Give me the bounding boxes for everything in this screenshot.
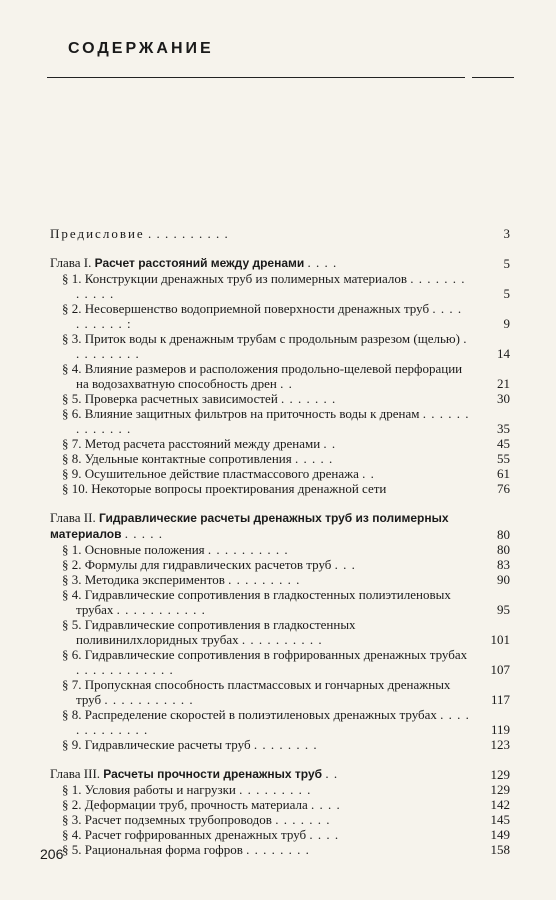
section-entry xyxy=(50,542,510,557)
chapter-entry xyxy=(50,255,510,271)
entry-title: § 8. Удельные контактные сопротивления xyxy=(62,451,292,466)
entry-title: § 9. Осушительное действие пластмассового дренажа xyxy=(62,466,359,481)
section-entry xyxy=(50,361,510,391)
leader-dots: . . . . . . . . xyxy=(246,842,310,857)
entry-title: § 9. Гидравлические расчеты труб xyxy=(62,737,251,752)
leader-dots: . . . . xyxy=(309,827,340,842)
entry-title: § 2. Формулы для гидравлических расчетов труб xyxy=(62,557,332,572)
leader-dots: . . . . . . . . . . . . xyxy=(76,271,466,301)
section-entry xyxy=(50,466,510,481)
page-ref: 158 xyxy=(490,842,510,857)
section-entry xyxy=(50,812,510,827)
page-ref: 3 xyxy=(503,226,510,241)
page-ref: 80 xyxy=(497,527,510,542)
chapter-entry xyxy=(50,510,510,542)
section-entry xyxy=(50,647,510,677)
leader-dots: . . . . . . . . . . . xyxy=(104,692,194,707)
preface-entry xyxy=(50,226,510,241)
header-rule-short xyxy=(472,77,514,78)
entry-title: § 3. Расчет подземных трубопроводов xyxy=(62,812,272,827)
leader-dots: . . . . . . . xyxy=(281,391,337,406)
entry-title: § 10. Некоторые вопросы проектирования дренажной сети xyxy=(62,481,387,496)
section-entry xyxy=(50,557,510,572)
section-entry xyxy=(50,301,510,331)
entry-title: § 6. Влияние защитных фильтров на приточность воды к дренам xyxy=(62,406,420,421)
leader-dots: . . . . . xyxy=(294,451,334,466)
section-entry xyxy=(50,587,510,617)
page-ref: 55 xyxy=(497,451,510,466)
page-ref: 90 xyxy=(497,572,510,587)
entry-title: § 1. Конструкции дренажных труб из полимерных материалов xyxy=(62,271,408,286)
section-entry xyxy=(50,617,510,647)
page-ref: 123 xyxy=(490,737,510,752)
chapter-prefix: Глава III. xyxy=(50,766,101,781)
leader-dots: . . . . . . . . . . . . . xyxy=(76,406,470,436)
leader-dots: . . . . . . . . xyxy=(253,737,318,752)
page-ref: 21 xyxy=(497,376,510,391)
header-rule xyxy=(47,77,465,78)
section-entry xyxy=(50,451,510,466)
page-ref: 83 xyxy=(497,557,510,572)
section-entry xyxy=(50,481,510,496)
chapter-prefix: Глава I. xyxy=(50,255,92,270)
section-entry xyxy=(50,391,510,406)
page-ref: 35 xyxy=(497,421,510,436)
page-ref: 9 xyxy=(503,316,510,331)
entry-title: § 2. Несовершенство водоприемной поверхности дренажных труб xyxy=(62,301,430,316)
page-ref: 95 xyxy=(497,602,510,617)
entry-title: § 7. Пропускная способность пластмассовых и гончарных дренажных труб xyxy=(62,677,451,707)
leader-dots: . . . . xyxy=(311,797,341,812)
section-entry xyxy=(50,677,510,707)
entry-title: § 6. Гидравлические сопротивления в гофрированных дренажных трубах xyxy=(62,647,468,662)
page-ref: 129 xyxy=(490,782,510,797)
leader-dots: . . xyxy=(323,436,337,451)
page-ref: 117 xyxy=(490,692,510,707)
leader-dots: . . . . . . . . . xyxy=(239,782,312,797)
page-ref: 145 xyxy=(490,812,510,827)
section-entry xyxy=(50,406,510,436)
entry-title: § 4. Гидравлические сопротивления в гладкостенных полиэтиленовых трубах xyxy=(62,587,451,617)
page-ref: 5 xyxy=(503,286,510,301)
entry-title: § 4. Расчет гофрированных дренажных труб xyxy=(62,827,307,842)
section-entry xyxy=(50,331,510,361)
leader-dots: . . . . . . . . . . xyxy=(207,542,289,557)
page-ref: 149 xyxy=(490,827,510,842)
section-entry xyxy=(50,271,510,301)
leader-dots: . . . . . . . . . . . . . xyxy=(76,707,470,737)
entry-title: § 5. Проверка расчетных зависимостей xyxy=(62,391,278,406)
page-ref: 101 xyxy=(490,632,510,647)
entry-title: Предисловие xyxy=(50,226,145,241)
page-ref: 45 xyxy=(497,436,510,451)
leader-dots: . . . . . . . . . . : xyxy=(76,301,463,331)
leader-dots: . . . xyxy=(334,557,356,572)
chapter-prefix: Глава II. xyxy=(50,510,96,525)
entry-title: § 5. Рациональная форма гофров xyxy=(62,842,243,857)
page-ref: 119 xyxy=(490,722,510,737)
leader-dots: . . . . . . . . . . . xyxy=(116,602,206,617)
page-ref: 14 xyxy=(497,346,510,361)
leader-dots: . . . . . . . . . . xyxy=(241,632,323,647)
leader-dots: . . . . . . . . . xyxy=(76,331,468,361)
page-ref: 61 xyxy=(497,466,510,481)
section-entry xyxy=(50,737,510,752)
section-entry xyxy=(50,436,510,451)
chapter-title: Расчеты прочности дренажных труб xyxy=(103,767,323,781)
table-of-contents xyxy=(50,226,510,857)
entry-title: § 7. Метод расчета расстояний между дренами xyxy=(62,436,321,451)
chapter-title: Гидравлические расчеты дренажных труб из полимерных материалов xyxy=(50,511,449,541)
leader-dots: . . . . xyxy=(307,255,338,270)
page-ref: 76 xyxy=(497,481,510,496)
leader-dots: . . . . . xyxy=(124,526,163,541)
leader-dots: . . . . . . . . . . xyxy=(147,226,229,241)
page-ref: 142 xyxy=(490,797,510,812)
chapter-entry xyxy=(50,766,510,782)
section-entry xyxy=(50,707,510,737)
entry-title: § 8. Распределение скоростей в полиэтиленовых дренажных трубах xyxy=(62,707,437,722)
section-entry xyxy=(50,827,510,842)
page-ref: 107 xyxy=(490,662,510,677)
section-entry xyxy=(50,797,510,812)
page-ref: 5 xyxy=(503,256,510,271)
page-ref: 80 xyxy=(497,542,510,557)
entry-title: § 1. Основные положения xyxy=(62,542,205,557)
leader-dots: . . . . . . . xyxy=(275,812,331,827)
entry-title: § 3. Приток воды к дренажным трубам с продольным разрезом (щелью) xyxy=(62,331,460,346)
section-entry xyxy=(50,572,510,587)
leader-dots: . . xyxy=(280,376,293,391)
page-title: СОДЕРЖАНИЕ xyxy=(68,40,214,57)
entry-title: § 4. Влияние размеров и расположения продольно-щелевой перфорации на водозахватную способность дрен xyxy=(62,361,463,391)
page-ref: 30 xyxy=(497,391,510,406)
entry-title: § 5. Гидравлические сопротивления в гладкостенных поливинилхлоридных трубах xyxy=(62,617,356,647)
entry-title: § 3. Методика экспериментов xyxy=(62,572,225,587)
page-ref: 129 xyxy=(490,767,510,782)
leader-dots: . . . . . . . . . xyxy=(228,572,301,587)
section-entry xyxy=(50,782,510,797)
page-number: 206 xyxy=(40,846,64,862)
leader-dots: . . xyxy=(362,466,375,481)
leader-dots: . . xyxy=(325,766,339,781)
section-entry xyxy=(50,842,510,857)
chapter-title: Расчет расстояний между дренами xyxy=(94,256,305,270)
entry-title: § 2. Деформации труб, прочность материала xyxy=(62,797,308,812)
entry-title: § 1. Условия работы и нагрузки xyxy=(62,782,236,797)
leader-dots: . . . . . . . . . . . . xyxy=(76,662,174,677)
